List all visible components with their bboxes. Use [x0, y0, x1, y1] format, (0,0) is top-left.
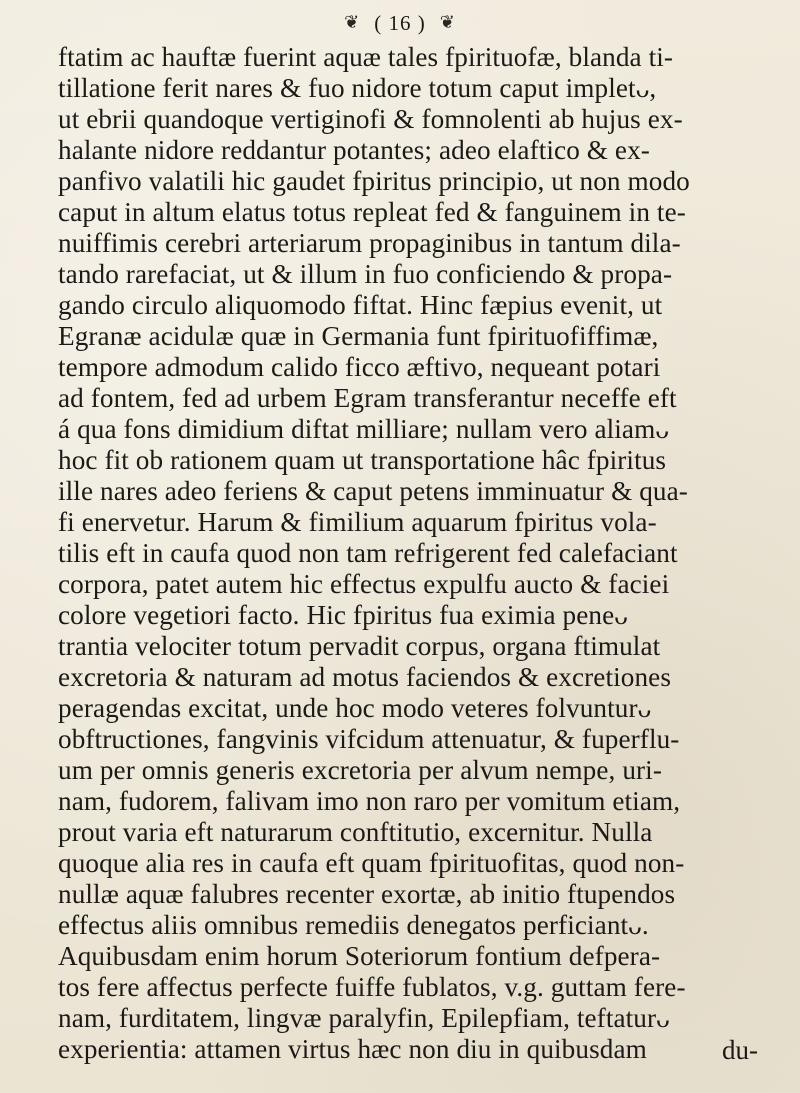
text-line: quoque alia res in caufa eft quam fpirituofitas, quod non-: [58, 848, 685, 878]
text-line: Egranæ acidulæ quæ in Germania funt fpirituofiffimæ,: [58, 321, 659, 351]
text-line: tillatione ferit nares & fuo nidore totum caput impletᴗ,: [58, 73, 657, 103]
text-line: effectus aliis omnibus remediis denegatos perficiantᴗ.: [58, 910, 649, 940]
text-line: tilis eft in caufa quod non tam refrigerent fed calefaciant: [58, 538, 678, 568]
text-line: ille nares adeo feriens & caput petens imminuatur & qua-: [58, 476, 688, 506]
text-line: prout varia eft naturarum conftitutio, excernitur. Nulla: [58, 817, 653, 847]
text-line: á qua fons dimidium diftat milliare; nullam vero aliamᴗ: [58, 414, 670, 444]
text-line: nam, fudorem, falivam imo non raro per vomitum etiam,: [58, 786, 681, 816]
text-line: colore vegetiori facto. Hic fpiritus fua eximia peneᴗ: [58, 600, 628, 630]
text-line: ut ebrii quandoque vertiginofi & fomnolenti ab hujus ex-: [58, 104, 683, 134]
text-line: caput in altum elatus totus repleat fed & fanguinem in te-: [58, 197, 686, 227]
text-line: tempore admodum calido ficco æftivo, nequeant potari: [58, 352, 661, 382]
text-line: corpora, patet autem hic effectus expulfu aucto & faciei: [58, 569, 670, 599]
catchword: du-: [722, 1035, 758, 1065]
text-line: gando circulo aliquomodo fiftat. Hinc fæpius evenit, ut: [58, 290, 663, 320]
page-header: [0, 10, 800, 36]
text-line: experientia: attamen virtus hæc non diu in quibusdam: [58, 1034, 647, 1064]
text-line: halante nidore reddantur potantes; adeo elaftico & ex-: [58, 135, 650, 165]
text-line: excretoria & naturam ad motus faciendos & excretiones: [58, 662, 672, 692]
text-line: peragendas excitat, unde hoc modo veteres folvunturᴗ: [58, 693, 652, 723]
ornament-left-icon: ❦: [344, 12, 361, 33]
text-line: nam, furditatem, lingvæ paralyfin, Epilepfiam, teftaturᴗ: [58, 1003, 670, 1033]
text-line: obftructiones, fangvinis vifcidum attenuatur, & fuperflu-: [58, 724, 680, 754]
text-line: nuiffimis cerebri arteriarum propaginibus in tantum dila-: [58, 228, 681, 258]
text-line: tos fere affectus perfecte fuiffe fublatos, v.g. guttam fere-: [58, 972, 686, 1002]
ornament-right-icon: ❦: [439, 12, 456, 33]
text-line: trantia velociter totum pervadit corpus, organa ftimulat: [58, 631, 661, 661]
text-line: tando rarefaciat, ut & illum in fuo conficiendo & propa-: [58, 259, 673, 289]
text-line: um per omnis generis excretoria per alvum nempe, uri-: [58, 755, 662, 785]
text-line: Aquibusdam enim horum Soteriorum fontium defpera-: [58, 941, 661, 971]
text-line: fi enervetur. Harum & fimilium aquarum fpiritus vola-: [58, 507, 657, 537]
page-number: ( 16 ): [374, 11, 426, 35]
text-line: hoc fit ob rationem quam ut transportatione hâc fpiritus: [58, 445, 667, 475]
text-line: ad fontem, fed ad urbem Egram transferantur neceffe eft: [58, 383, 677, 413]
text-line: nullæ aquæ falubres recenter exortæ, ab initio ftupendos: [58, 879, 676, 909]
text-line: panfivo valatili hic gaudet fpiritus principio, ut non modo: [58, 166, 690, 196]
text-line: ftatim ac hauftæ fuerint aquæ tales fpirituofæ, blanda ti-: [58, 42, 674, 72]
